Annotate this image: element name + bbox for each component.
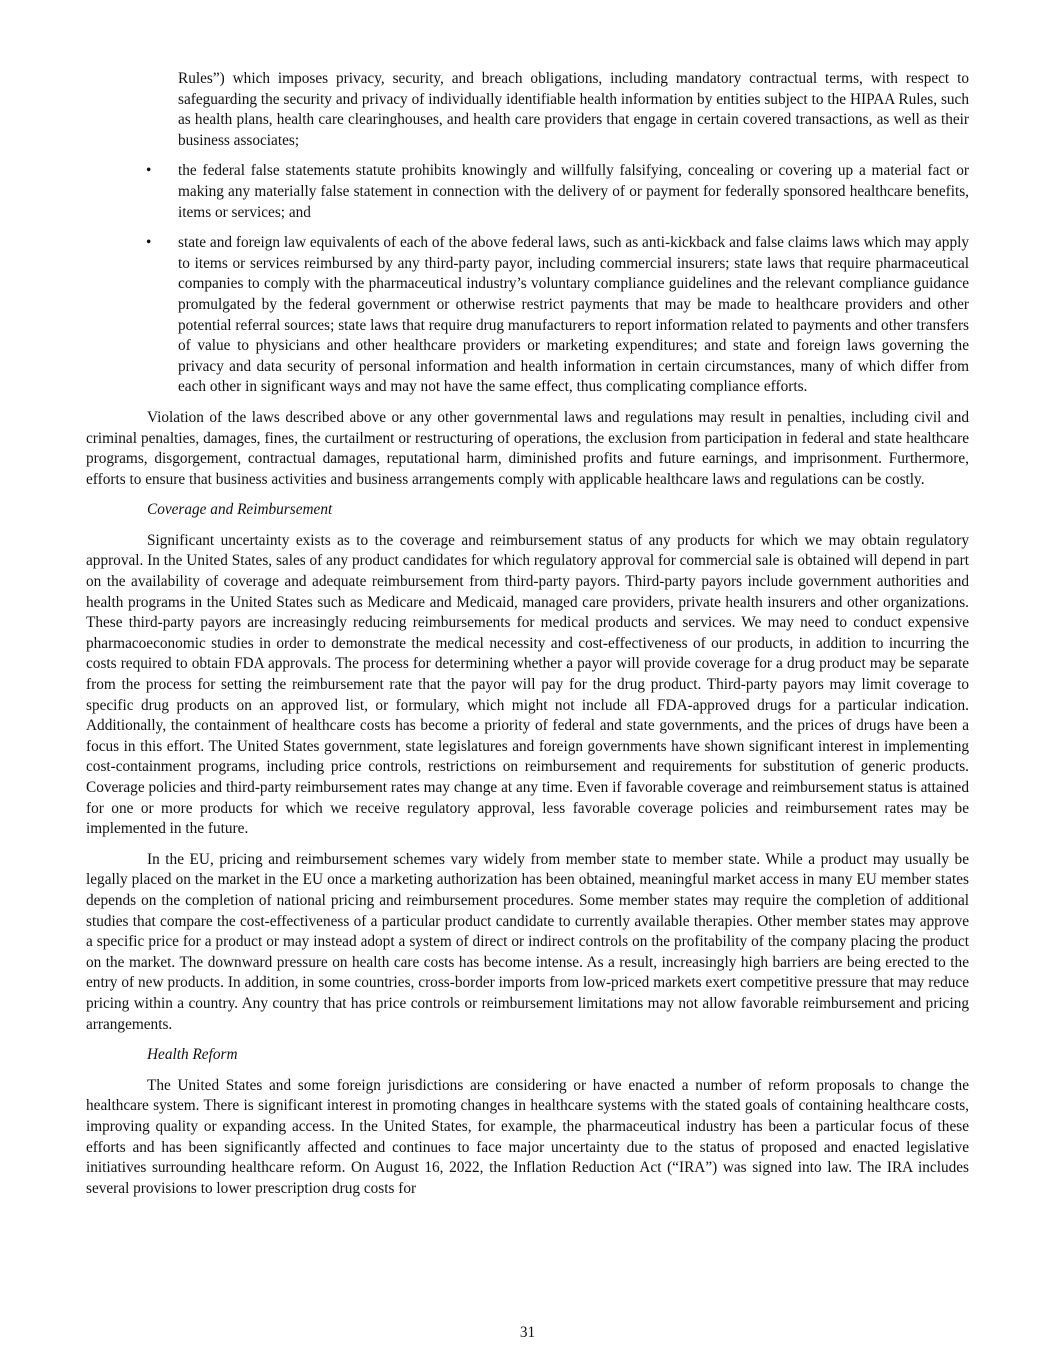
- coverage-paragraph-2: In the EU, pricing and reimbursement schemes vary widely from member state to member state. While a product may usually be legally placed on the market in the EU once a marketing authorization has been obtained, meaningful market access in many EU member states depends on the completion of national pricing and reimbursement procedures. Some member states may require the completion of additional studies that compare the cost-effectiveness of a particular product candidate to currently available therapies. Other member states may approve a specific price for a product or may instead adopt a system of direct or indirect controls on the profitability of the company placing the product on the market. The downward pressure on health care costs has become intense. As a result, increasingly high barriers are being erected to the entry of new products. In addition, in some countries, cross-border imports from low-priced markets exert competitive pressure that may reduce pricing within a country. Any country that has price controls or reimbursement limitations may not allow favorable reimbursement and pricing arrangements.: [86, 850, 969, 1033]
- bullet-text: the federal false statements statute prohibits knowingly and willfully falsifying, concealing or covering up a material fact or making any materially false statement in connection with the delivery of or payment for federally sponsored healthcare benefits, items or services; and: [178, 162, 969, 221]
- health-reform-paragraph-1: The United States and some foreign jurisdictions are considering or have enacted a number of reform proposals to change the healthcare system. There is significant interest in promoting changes in healthcare systems with the stated goals of containing healthcare costs, improving quality or expanding access. In the United States, for example, the pharmaceutical industry has been a particular focus of these efforts and has been significantly affected and continues to face major uncertainty due to the status of proposed and enacted legislative initiatives surrounding healthcare reform. On August 16, 2022, the Inflation Reduction Act (“IRA”) was signed into law. The IRA includes several provisions to lower prescription drug costs for: [86, 1076, 969, 1197]
- bullet-continuation: Rules”) which imposes privacy, security, and breach obligations, including mandatory contractual terms, with respect to safeguarding the security and privacy of individually identifiable health information by entities subject to the HIPAA Rules, such as health plans, health care clearinghouses, and health care providers that engage in certain covered transactions, as well as their business associates;: [178, 70, 969, 149]
- bullet-mark: •: [146, 162, 152, 180]
- health-reform-heading: Health Reform: [147, 1046, 238, 1064]
- bullet-text: state and foreign law equivalents of each of the above federal laws, such as anti-kickback and false claims laws which may apply to items or services reimbursed by any third-party payor, including commercial insurers; state laws that require pharmaceutical companies to comply with the pharmaceutical industry’s voluntary compliance guidelines and the relevant compliance guidance promulgated by the federal government or otherwise restrict payments that may be made to healthcare providers and other potential referral sources; state laws that require drug manufacturers to report information related to payments and other transfers of value to physicians and other healthcare providers or marketing expenditures; and state and foreign laws governing the privacy and data security of personal information and health information in certain circumstances, many of which differ from each other in significant ways and may not have the same effect, thus complicating compliance efforts.: [178, 234, 969, 396]
- bullet-mark: •: [146, 234, 152, 252]
- page-number: 31: [519, 1324, 536, 1341]
- bullet-item-state-foreign-law: [86, 233, 969, 398]
- coverage-paragraph-1: Significant uncertainty exists as to the coverage and reimbursement status of any products for which we may obtain regulatory approval. In the United States, sales of any product candidates for which regulatory approval for commercial sale is obtained will depend in part on the availability of coverage and adequate reimbursement from third-party payors. Third-party payors include government authorities and health programs in the United States such as Medicare and Medicaid, managed care providers, private health insurers and other organizations. These third-party payors are increasingly reducing reimbursements for medical products and services. We may need to conduct expensive pharmacoeconomic studies in order to demonstrate the medical necessity and cost-effectiveness of our products, in addition to incurring the costs required to obtain FDA approvals. The process for determining whether a payor will provide coverage for a drug product may be separate from the process for setting the reimbursement rate that the payor will pay for the drug product. Third-party payors may limit coverage to specific drug products on an approved list, or formulary, which might not include all FDA-approved drugs for a particular indication. Additionally, the containment of healthcare costs has become a priority of federal and state governments, and the prices of drugs have been a focus in this effort. The United States government, state legislatures and foreign governments have shown significant interest in implementing cost-containment programs, including price controls, restrictions on reimbursement and requirements for substitution of generic products. Coverage policies and third-party reimbursement rates may change at any time. Even if favorable coverage and reimbursement status is attained for one or more products for which we receive regulatory approval, less favorable coverage policies and reimbursement rates may be implemented in the future.: [86, 531, 969, 838]
- violation-paragraph: Violation of the laws described above or any other governmental laws and regulations may result in penalties, including civil and criminal penalties, damages, fines, the curtailment or restructuring of operations, the exclusion from participation in federal and state healthcare programs, disgorgement, contractual damages, reputational harm, diminished profits and future earnings, and imprisonment. Furthermore, efforts to ensure that business activities and business arrangements comply with applicable healthcare laws and regulations can be costly.: [86, 408, 969, 488]
- bullet-item-false-statements: [86, 161, 969, 223]
- document-page: [86, 69, 969, 1199]
- coverage-heading: Coverage and Reimbursement: [147, 501, 333, 519]
